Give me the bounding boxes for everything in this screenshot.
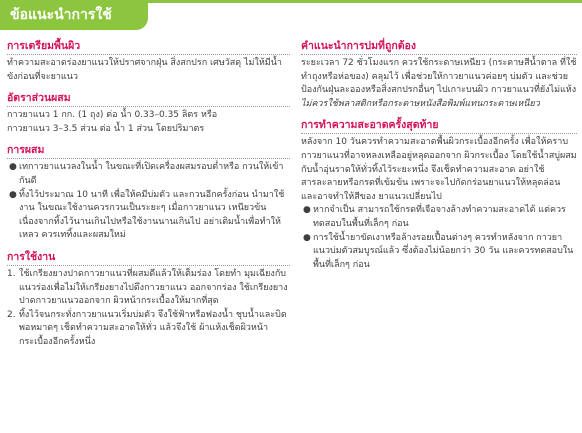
final-cleaning-item-text: การใช้น้ำยาขัดเงาหรือล้างรอยเปื้อนต่างๆ ควรทำหลังจาก กาวยาแนวบ่มตัวสมบูรณ์แล้ว ซึ่งต้องไม่น้อยกว่า 30 วัน และควรทดสอบในพื้นที่เล็กๆ ก่อน — [313, 232, 574, 270]
section-heading-surface-prep: การเตรียมพื้นผิว — [7, 39, 290, 55]
page-title: ข้อแนะนำการใช้ — [0, 0, 148, 30]
list-item — [301, 204, 577, 231]
list-item — [7, 268, 290, 309]
final-cleaning-list — [301, 204, 577, 272]
section-mixing — [7, 143, 290, 243]
section-heading-usage: การใช้งาน — [7, 250, 290, 266]
list-number: 1. — [7, 268, 16, 279]
left-column — [7, 39, 290, 357]
list-number: 2. — [7, 309, 16, 320]
list-item — [301, 232, 577, 273]
section-heading-final-cleaning: การทำความสะอาดครั้งสุดท้าย — [301, 118, 577, 134]
bullet-icon: ● — [9, 162, 17, 173]
mixing-list — [7, 161, 290, 243]
bullet-icon: ● — [303, 205, 311, 216]
mix-ratio-line-1: กาวยาแนว 1 กก. (1 ถุง) ต่อ น้ำ 0.33–0.35 ลิตร หรือ — [7, 110, 218, 121]
section-heading-mixing: การผสม — [7, 143, 290, 159]
section-heading-mix-ratio: อัตราส่วนผสม — [7, 91, 290, 107]
bullet-icon: ● — [9, 189, 17, 200]
section-heading-curing: คำแนะนำการบ่มที่ถูกต้อง — [301, 39, 577, 55]
section-curing — [301, 39, 577, 111]
section-surface-prep — [7, 39, 290, 84]
section-mix-ratio — [7, 91, 290, 136]
usage-item-text: ทิ้งไว้จนกระทั่งกาวยาแนวเริ่มบ่มตัว จึงใช้ฟ้าหรือฟองน้ำ ชุบน้ำและบิดพอหมาดๆ เช็ดทำความสะอาดให้ทั่ว แล้วจึงใช้ ผ้าแห้งเช็ดผิวหน้ากระเบื้องอีกครั้งหนึ่ง — [19, 309, 287, 347]
final-cleaning-item-text: หากจำเป็น สามารถใช้กรดที่เจือจางล้างทำความสะอาดได้ แต่ควรทดสอบในพื้นที่เล็กๆ ก่อน — [313, 205, 566, 229]
final-cleaning-text: หลังจาก 10 วันควรทำความสะอาดพื้นผิวกระเบื้องอีกครั้ง เพื่อให้คราบกาวยาแนวที่อาจหลงเหลืออยู่หลุดออกจาก ผิวกระเบื้อง โดยใช้น้ำสบู่ผสมกับน้ำอุ่นราดให้ทั่วทิ้งไว้ระยะหนึ่ง จึงเช็ดทำความสะอาด อย่าใช้สารละลายหรือกรดที่เข้มข้น เพราะจะไปกัดกร่อนยาแนวให้หลุดล่อน และอาจทำให้สีของ ยาแนวเปลี่ยนไป — [301, 137, 577, 202]
mix-ratio-line-2: กาวยาแนว 3–3.5 ส่วน ต่อ น้ำ 1 ส่วน โดยปริมาตร — [7, 123, 205, 134]
curing-text: ระยะเวลา 72 ชั่วโมงแรก ควรใช้กระดาษเหนียว (กระดาษสีน้ำตาล ที่ใช้ทำถุงหรือห่อของ) คลุมไว้ เพื่อช่วยให้กาวยาแนวค่อยๆ บ่มตัว และช่วยป้องกันฝุ่นละอองหรือสิ่งสกปรกอื่นๆ ไปเกาะบนผิว กาวยาแนวที่ยังไม่แห้ง — [301, 58, 577, 96]
list-item — [7, 309, 290, 350]
mixing-item-text: ทิ้งไว้ประมาณ 10 นาที เพื่อให้คมีบ่มตัว และกวนอีกครั้งก่อน นำมาใช้งาน ในขณะใช้งานควรกวนเป็นระยะๆ เมื่อกาวยาแนว เหนียวข้นเนื่องจากทิ้งไว้นานเกินไปหรือใช้งานนานเกินไป อย่าเติมน้ำเพื่อทำให้เหลว ควรเททิ้งและผสมใหม่ — [19, 189, 285, 241]
list-item — [7, 189, 290, 243]
list-item — [7, 161, 290, 188]
bullet-icon: ● — [303, 232, 311, 243]
usage-item-text: ใช้เกรียงยางปาดกาวยาแนวที่ผสมดีแล้วให้เต็มร่อง โดยทำ มุมเฉียงกับแนวร่องเพื่อไม่ให้เกรียงยางไปดึงกาวยาแนว ออกจากร่อง ใช้เกรียงยางปาดกาวยาแนวออกจาก ผิวหน้ากระเบื้องให้มากที่สุด — [19, 268, 288, 307]
surface-prep-text: ทำความสะอาดร่องยาแนวให้ปราศจากฝุ่น สิ่งสกปรก เศษวัสดุ ไม่ให้มีน้ำขังก่อนที่จะยาแนว — [7, 58, 282, 82]
section-final-cleaning — [301, 118, 577, 272]
mixing-item-text: เทกาวยาแนวลงในน้ำ ในขณะที่เปิดเครื่องผสมรอบต่ำหรือ กวนให้เข้ากันดี — [19, 162, 284, 186]
section-usage — [7, 250, 290, 350]
curing-note: ไม่ควรใช้พลาสติกหรือกระดาษหนังสือพิมพ์แทนกระดาษเหนียว — [301, 98, 540, 109]
right-column — [301, 39, 577, 279]
usage-list — [7, 268, 290, 350]
